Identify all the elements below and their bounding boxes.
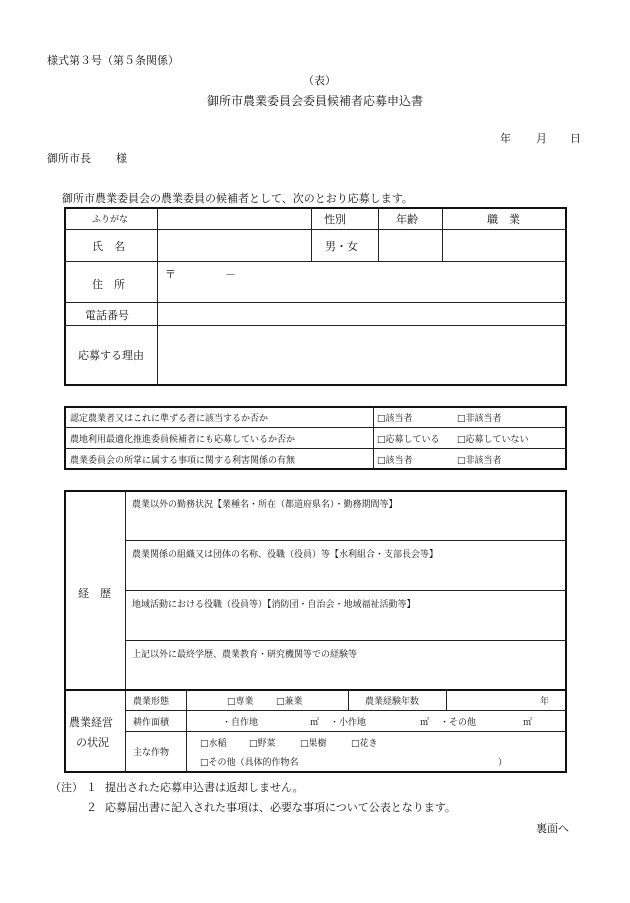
farm-form-opt2[interactable]: □兼業 xyxy=(276,697,303,707)
postal-mark: 〒 xyxy=(165,268,176,281)
addressee: 御所市長 xyxy=(47,152,91,165)
check-opt-1b[interactable]: □非該当者 xyxy=(457,414,502,424)
note-2: 応募届出書に記入された事項は、必要な事項について公表となります。 xyxy=(105,801,456,814)
intro-text: 御所市農業委員会の農業委員の候補者として、次のとおり応募します。 xyxy=(62,192,413,205)
honorific: 様 xyxy=(116,152,127,165)
farm-crops-label: 主な作物 xyxy=(133,748,170,758)
job-label: 職 業 xyxy=(487,213,520,226)
postal-dash: － xyxy=(225,268,236,281)
date-month: 月 xyxy=(536,132,547,145)
career-item-2: 農業関係の組織又は団体の名称、役職（役員）等【水利組合・支部長会等】 xyxy=(132,550,439,560)
check-opt-2b[interactable]: □応募していない xyxy=(457,435,529,445)
farm-area-unit-3: ㎡ xyxy=(523,718,533,728)
gender-value[interactable]: 男・女 xyxy=(325,240,358,253)
gender-label: 性別 xyxy=(324,213,346,226)
farm-area-unit-1: ㎡ xyxy=(310,718,320,728)
check-question-2: 農地利用最適化推進委員候補者にも応募しているか否か xyxy=(70,435,296,445)
furigana-label: ふりがな xyxy=(92,215,129,225)
farm-form-opt1[interactable]: □専業 xyxy=(227,697,254,707)
check-opt-3a[interactable]: □該当者 xyxy=(377,456,413,466)
career-label: 経 歴 xyxy=(78,587,111,600)
note-1-number: １ xyxy=(86,781,97,794)
farm-area-small: ・小作地 xyxy=(330,718,367,728)
farm-form-label: 農業形態 xyxy=(133,697,170,707)
reason-label: 応募する理由 xyxy=(78,349,144,362)
check-opt-3b[interactable]: □非該当者 xyxy=(457,456,502,466)
age-label: 年齢 xyxy=(396,213,418,226)
address-label: 住 所 xyxy=(92,278,125,291)
crop-rice[interactable]: □水稲 xyxy=(200,739,227,749)
crop-vegetable[interactable]: □野菜 xyxy=(249,739,276,749)
farm-area-label: 耕作面積 xyxy=(133,718,170,728)
notes-prefix: （注） xyxy=(50,781,83,794)
farm-area-unit-2: ㎡ xyxy=(420,718,430,728)
side-label: （表） xyxy=(303,74,336,87)
farm-exp-label: 農業経験年数 xyxy=(365,697,420,707)
note-2-number: ２ xyxy=(86,801,97,814)
career-item-4: 上記以外に最終学歴、農業教育・研究機関等での経験等 xyxy=(132,650,358,660)
date-year: 年 xyxy=(500,132,511,145)
farming-label-1: 農業経営 xyxy=(69,716,113,729)
crop-flower[interactable]: □花き xyxy=(351,739,378,749)
note-1: 提出された応募申込書は返却しません。 xyxy=(105,781,304,794)
farm-area-other: ・その他 xyxy=(440,718,477,728)
farm-area-own: ・自作地 xyxy=(222,718,259,728)
farming-label-2: の状況 xyxy=(76,736,109,749)
check-question-1: 認定農業者又はこれに準ずる者に該当するか否か xyxy=(70,414,269,424)
check-question-3: 農業委員会の所掌に属する事項に関する利害関係の有無 xyxy=(70,456,296,466)
crop-other-close: ） xyxy=(498,758,508,768)
form-number: 様式第３号（第５条関係） xyxy=(47,54,179,67)
crop-fruit[interactable]: □果樹 xyxy=(300,739,327,749)
check-opt-2a[interactable]: □応募している xyxy=(377,435,440,445)
career-item-1: 農業以外の勤務状況【業種名・所在（都道府県名）・勤務期間等】 xyxy=(132,500,398,510)
next-page-note: 裏面へ xyxy=(536,822,569,835)
page-title: 御所市農業委員会委員候補者応募申込書 xyxy=(207,94,424,108)
phone-label: 電話番号 xyxy=(85,309,129,322)
crop-other[interactable]: □その他（具体的作物名 xyxy=(200,758,299,768)
career-item-3: 地域活動における役職（役員等）【消防団・自治会・地域福祉活動等】 xyxy=(132,600,416,610)
date-day: 日 xyxy=(570,132,581,145)
check-opt-1a[interactable]: □該当者 xyxy=(377,414,413,424)
name-label: 氏 名 xyxy=(92,240,125,253)
farm-exp-unit: 年 xyxy=(540,697,550,707)
